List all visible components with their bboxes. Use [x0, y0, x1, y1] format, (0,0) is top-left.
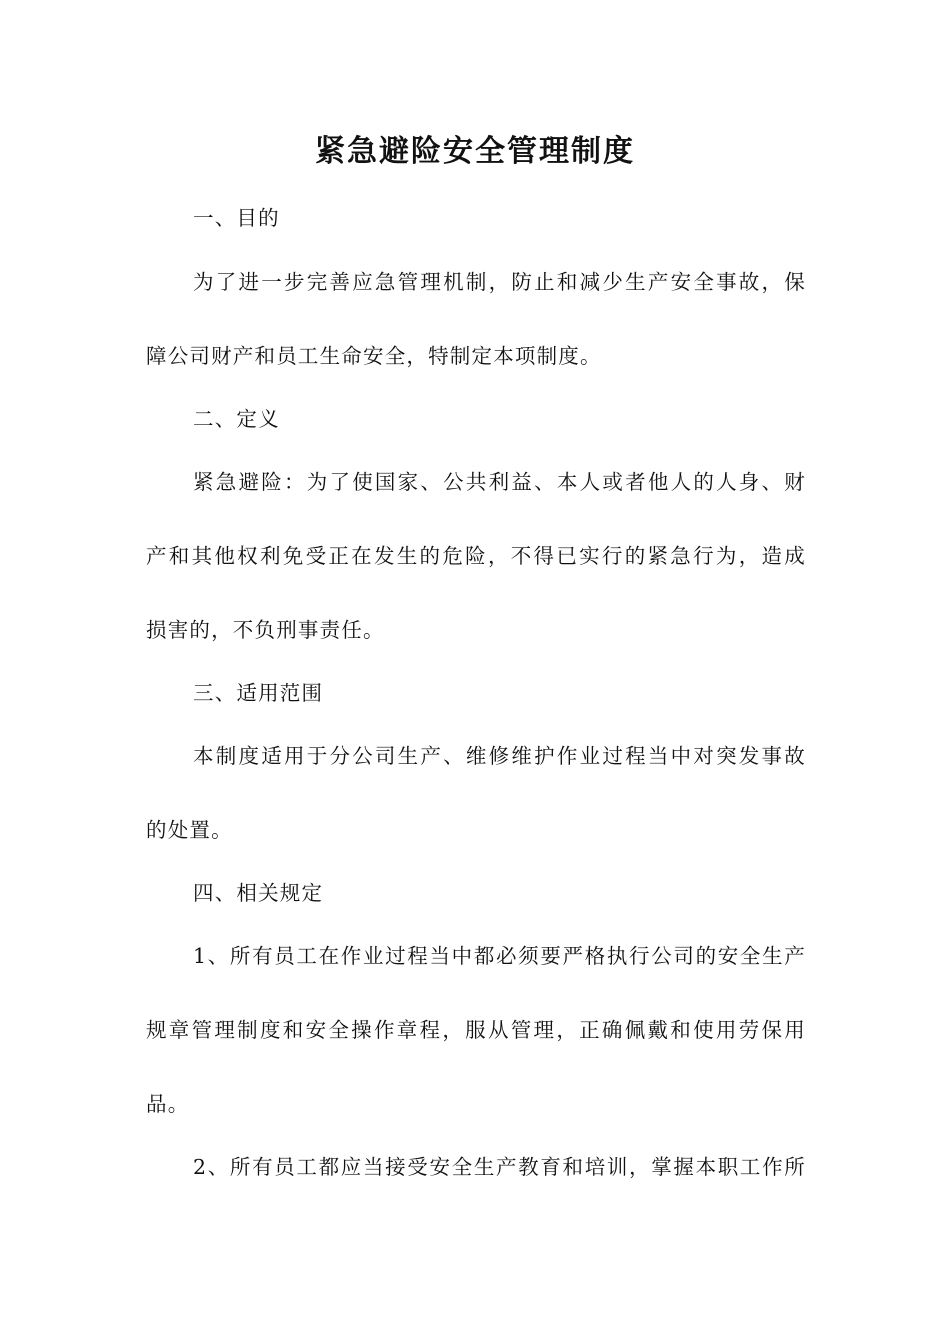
- section-heading-purpose: 一、目的: [193, 206, 280, 230]
- paragraph-line: 障公司财产和员工生命安全，特制定本项制度。: [146, 344, 602, 368]
- paragraph-line: 2、所有员工都应当接受安全生产教育和培训，掌握本职工作所: [193, 1155, 806, 1179]
- paragraph-line: 为了进一步完善应急管理机制，防止和减少生产安全事故，保: [193, 270, 806, 294]
- section-heading-definition: 二、定义: [193, 407, 280, 431]
- paragraph-line: 的处置。: [146, 818, 233, 842]
- paragraph-line: 规章管理制度和安全操作章程，服从管理，正确佩戴和使用劳保用: [146, 1018, 806, 1042]
- section-heading-scope: 三、适用范围: [193, 681, 324, 705]
- paragraph-line: 紧急避险：为了使国家、公共利益、本人或者他人的人身、财: [193, 470, 806, 494]
- paragraph-line: 产和其他权利免受正在发生的危险，不得已实行的紧急行为，造成: [146, 544, 806, 568]
- section-heading-regulations: 四、相关规定: [193, 881, 324, 905]
- paragraph-line: 本制度适用于分公司生产、维修维护作业过程当中对突发事故: [193, 744, 806, 768]
- paragraph-line: 损害的，不负刑事责任。: [146, 618, 385, 642]
- paragraph-line: 1、所有员工在作业过程当中都必须要严格执行公司的安全生产: [193, 944, 806, 968]
- paragraph-line: 品。: [146, 1092, 190, 1116]
- document-title: 紧急避险安全管理制度: [315, 134, 635, 169]
